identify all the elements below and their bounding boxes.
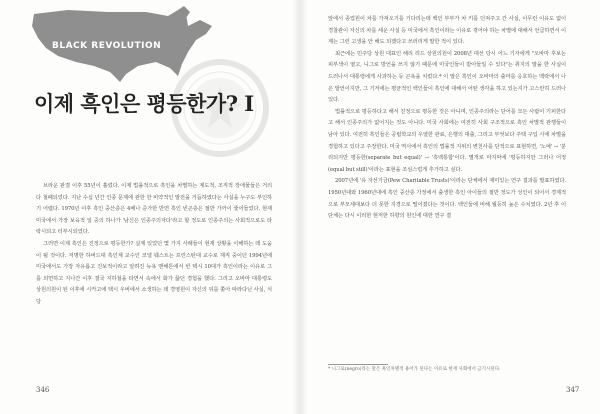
- right-body-text: [328, 14, 566, 223]
- page-number-left: 346: [36, 386, 50, 394]
- footnote-divider: [328, 364, 388, 365]
- footnote: * 니그로(negro)라는 말은 흑인차별적 용어가 된다는 이유로 현재 사회에서 금기시된다.: [328, 367, 501, 372]
- paragraph: 그러면 이제 흑인은 진정으로 평등한가? 실제 있었던 몇 가지 사례들이 현재 상황을 이해하는 데 도움이 될 것이다. 저명한 하버드대 흑인계 교수인 코넬 웨스트는 프린스턴대 교수로 재직 중이던 1994년에 미국에서도 가장 자유롭고 진보적이라고 알려진 뉴욕 맨해튼에서 빈 택시 10대가 흑인이라는 이유로 그를 외면하고 지나간 이후 결국 지하철을 타면서 속에서 화가 끓던 경험을 했다. 그리고 오바마 대통령도 상원의원이 된 이후에 시카고에 택시 우버에서 소생하는 데 경영원이 자신의 뒤를 쫓아 따라다닌 사실, 식당: [36, 240, 272, 305]
- page-number-right: 347: [566, 386, 580, 394]
- paragraph: 최근에는 민주당 상원 대표인 해리 리드 상원의원이 2008년 대선 당시 어느 기자에게 "오바마 후보는 피부색이 옅고, 니그로 방언을 쓰지 않기 때문에 미국인들이 받아들일 수 있다"는 취지의 말을 한 사실이 드러나서 대통령에게 사과하는 등 곤욕을 치렀다.* 이 말은 흑인이 오바마의 출마를 응호하는 맥락에서 나온 발언이지만, 그 기저에는 평균적인 백인들이 흑인에 대해서 어떤 생각을 하고 있는지가 고스란히 드러나 있다.: [328, 50, 566, 104]
- chapter-title: 이제 흑인은 평등한가? I: [34, 91, 254, 116]
- section-label: BLACK REVOLUTION: [52, 41, 162, 51]
- paragraph: 법률적으로 평등하다고 해서 진정으로 평등한 것은 아니며, 인종주의라는 단어를 모든 사람이 기피한다고 해서 인종주의가 없어지는 것도 아니다. 미국 사회에는 여전히 사회 구조적으로 흑인 차별적 관행들이 남아 있다. 여전히 흑인들은 공립학교의 우열한 관료, 은행의 대출, 그리고 부엇보다 주택 구입 시에 차별을 경험하고 있다고 주장한다. 미국 역사에서 흑인의 법률적 지위의 변천사를 단적으로 표현하면, '노예' → '분리되지만 평등한(separate but equal)' → '흑백통합'이다. 별개로 마지막에 '평등하지만 그러나 어정(equal but still)'이라는 표현을 조심스럽게 추가하고 싶다.: [328, 108, 566, 173]
- left-body-text: [36, 181, 272, 309]
- paragraph: 앞에서 종업원이 차를 가져오기를 기다리는데 백인 부부가 차 키를 던져주고 간 사실, 이무런 이유도 없이 경찰관이 자신의 차를 세운 사실 등 미국에서 흑인이라는 이유로 겪어야 하는 차별에 대해서 언급하면서 이제는 그런 고생을 안 해도 되겠다고 쓰러리게 말한 적이 있다.: [328, 16, 566, 46]
- paragraph: 2007년에 '유 자선기금(Pew Charitable Trusts)'이라는 단체에서 재미있는 연구 결과를 발표하였다. 1950년대와 1960년대에 흑인 중산층 가정에서 출생한 흑인 아이들의 절반 정도가 성인이 되어서 경제적으로 부모세대보다 더 못한 지경으로 떨어졌다는 것이다. 백인들에 비해 월등히 높은 수치였다. 2년 후 이 단체는 다시 이러한 현저한 하향의 원인에 대한 연구 결: [328, 178, 566, 220]
- paragraph: 브라운 판결 이후 55년이 흘렀다. 이제 법률적으로 흑인을 차별하는 제도적, 조직적 장애물들은 거의 다 철폐되었다. 지난 수십 년간 인종 문제에 관한 한 비약적인 발전을 거듭하였다는 사실을 누구도 부인하기 어렵다. 1970년 이후 흑인 중산층은 4배나 증가한 반면 흑인 빈곤층은 절반 가까이 줄어들었다. 현재 미국에서 가장 보육적 일 중의 하나가 '남신은 인종주의자다'라고 할 정도로 인종주의는 사회적으로도 타락시되고 터부시되었다.: [36, 183, 272, 236]
- left-page: [0, 0, 298, 414]
